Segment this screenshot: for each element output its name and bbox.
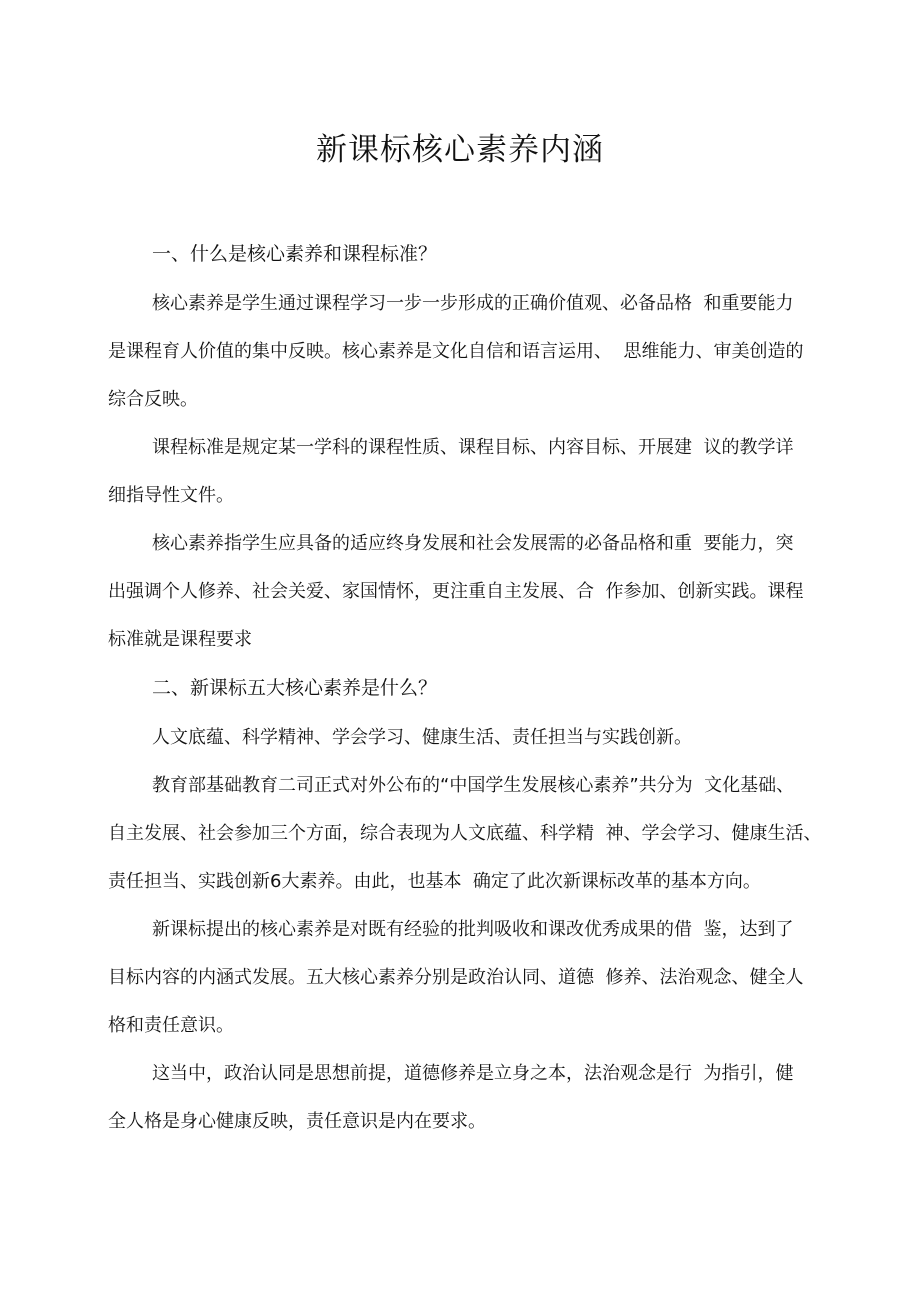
paragraph-line: 出强调个人修养、社会关爱、家国情怀，更注重自主发展、合 作参加、创新实践。课程 bbox=[108, 581, 804, 602]
paragraph-line: 目标内容的内涵式发展。五大核心素养分别是政治认同、道德 修养、法治观念、健全人 bbox=[108, 967, 804, 988]
paragraph-line: 新课标提出的核心素养是对既有经验的批判吸收和课改优秀成果的借 鉴，达到了 bbox=[152, 919, 794, 940]
paragraph-line: 全人格是身心健康反映，责任意识是内在要求。 bbox=[108, 1111, 486, 1132]
paragraph-line: 是课程育人价值的集中反映。核心素养是文化自信和语言运用、 思维能力、审美创造的 bbox=[108, 341, 804, 362]
section-heading-1: 一、什么是核心素养和课程标准？ bbox=[152, 243, 438, 265]
paragraph-line: 格和责任意识。 bbox=[108, 1015, 234, 1036]
paragraph-line: 课程标准是规定某一学科的课程性质、课程目标、内容目标、开展建 议的教学详 bbox=[152, 437, 794, 458]
paragraph-line: 核心素养指学生应具备的适应终身发展和社会发展需的必备品格和重 要能力，突 bbox=[152, 533, 794, 554]
paragraph-line: 这当中，政治认同是思想前提，道德修养是立身之本，法治观念是行 为指引，健 bbox=[152, 1063, 794, 1084]
paragraph-line: 教育部基础教育二司正式对外公布的“中国学生发展核心素养”共分为 文化基础、 bbox=[152, 775, 795, 796]
paragraph-line: 核心素养是学生通过课程学习一步一步形成的正确价值观、必备品格 和重要能力 bbox=[152, 293, 794, 314]
section-heading-2: 二、新课标五大核心素养是什么？ bbox=[152, 677, 438, 699]
paragraph-line: 细指导性文件。 bbox=[108, 485, 234, 506]
paragraph-line: 责任担当、实践创新6大素养。由此，也基本 确定了此次新课标改革的基本方向。 bbox=[108, 871, 761, 892]
paragraph-line: 自主发展、社会参加三个方面，综合表现为人文底蕴、科学精 神、学会学习、健康生活、 bbox=[108, 823, 822, 844]
paragraph-line: 标准就是课程要求 bbox=[108, 629, 252, 650]
document-title: 新课标核心素养内涵 bbox=[316, 132, 604, 168]
paragraph-line: 综合反映。 bbox=[108, 389, 198, 410]
paragraph-line: 人文底蕴、科学精神、学会学习、健康生活、责任担当与实践创新。 bbox=[152, 727, 692, 748]
